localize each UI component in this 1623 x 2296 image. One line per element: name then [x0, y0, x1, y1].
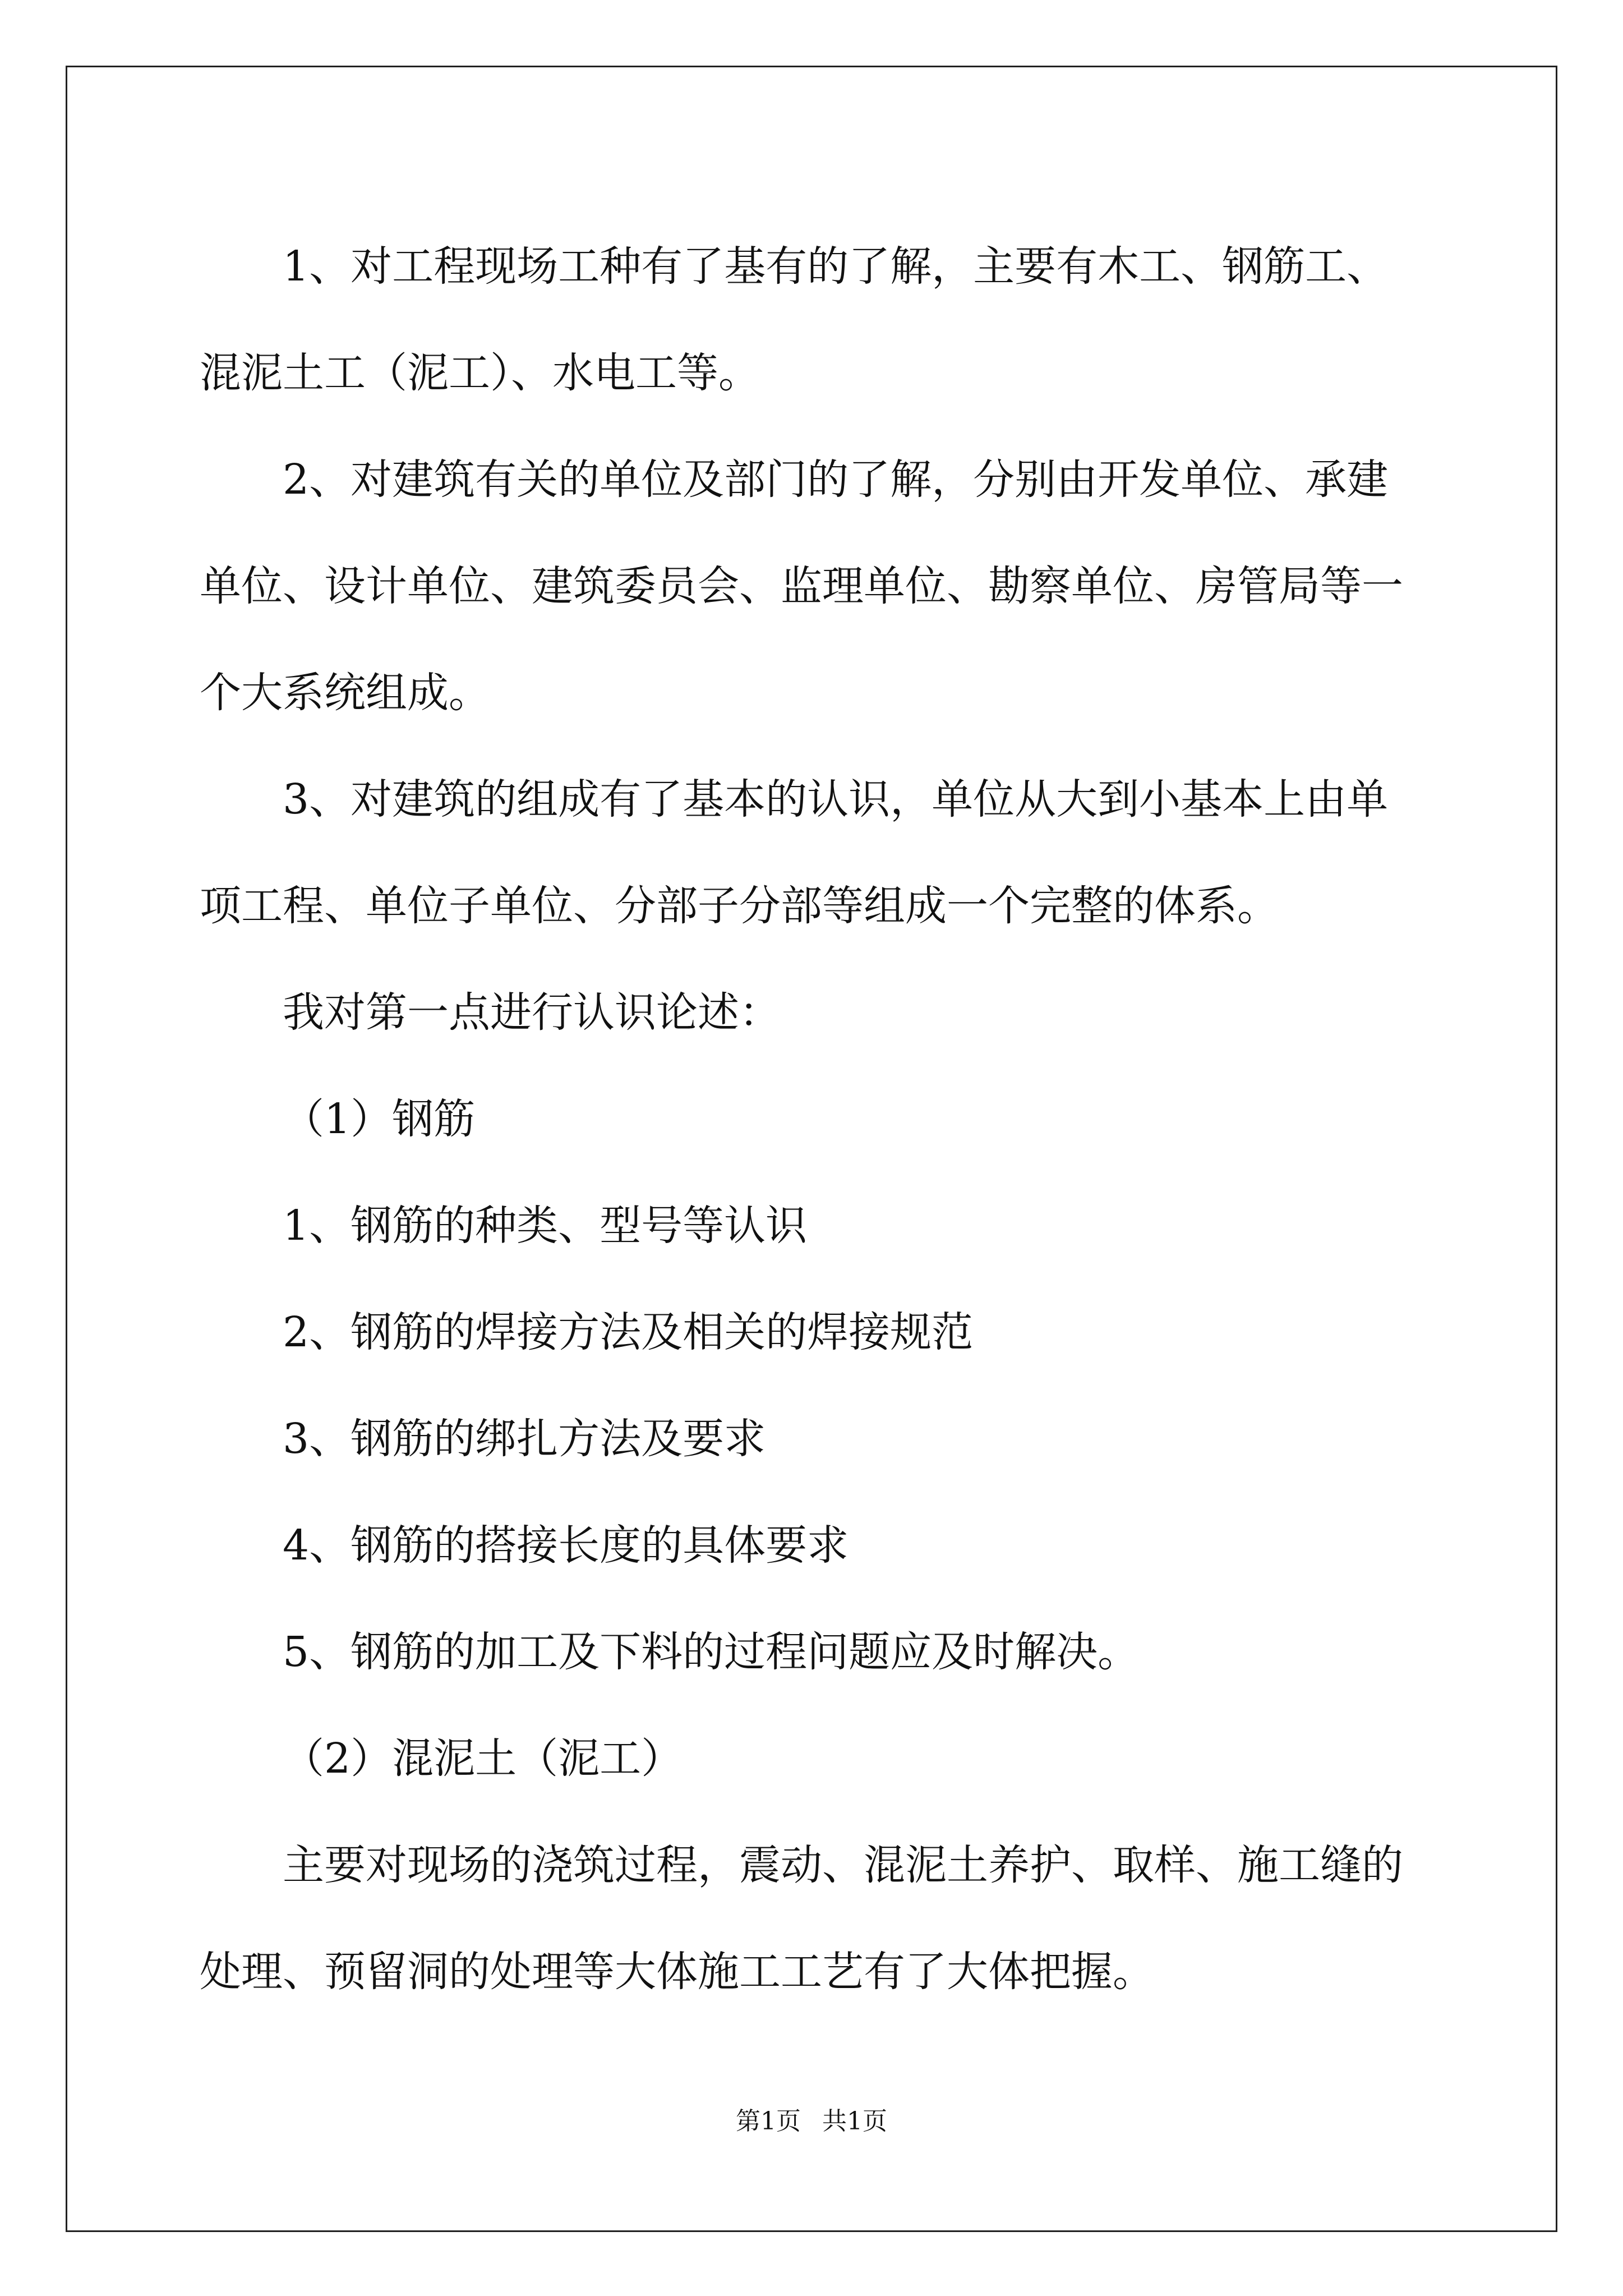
- list-item-rebar-4: 4、钢筋的搭接长度的具体要求: [283, 1521, 849, 1570]
- page-footer: [0, 2101, 1623, 2137]
- section-heading-rebar: （1）钢筋: [283, 1095, 476, 1143]
- page-number-total: 共1页: [822, 2107, 887, 2136]
- list-item-rebar-1: 1、钢筋的种类、型号等认识: [283, 1202, 808, 1250]
- page-number-current: 第1页: [736, 2107, 801, 2136]
- list-item-rebar-5: 5、钢筋的加工及下料的过程问题应及时解决。: [283, 1628, 1140, 1676]
- paragraph-2: 2、对建筑有关的单位及部门的了解，分别由开发单位、承建单位、设计单位、建筑委员会、监理单位、勘察单位、房管局等一个大系统组成。: [200, 455, 1403, 717]
- section-heading-concrete: （2）混泥土（泥工）: [283, 1734, 683, 1783]
- paragraph-4: 我对第一点进行认识论述：: [283, 988, 781, 1037]
- document-body: [200, 213, 1428, 2025]
- paragraph-3: 3、对建筑的组成有了基本的认识，单位从大到小基本上由单项工程、单位子单位、分部子分部等组成一个完整的体系。: [200, 775, 1389, 930]
- list-item-rebar-2: 2、钢筋的焊接方法及相关的焊接规范: [283, 1308, 974, 1356]
- paragraph-1: 1、对工程现场工种有了基有的了解，主要有木工、钢筋工、混泥土工（泥工）、水电工等。: [200, 242, 1389, 397]
- list-item-rebar-3: 3、钢筋的绑扎方法及要求: [283, 1415, 766, 1463]
- paragraph-concrete: 主要对现场的浇筑过程，震动、混泥土养护、取样、施工缝的处理、预留洞的处理等大体施工工艺有了大体把握。: [200, 1841, 1403, 1996]
